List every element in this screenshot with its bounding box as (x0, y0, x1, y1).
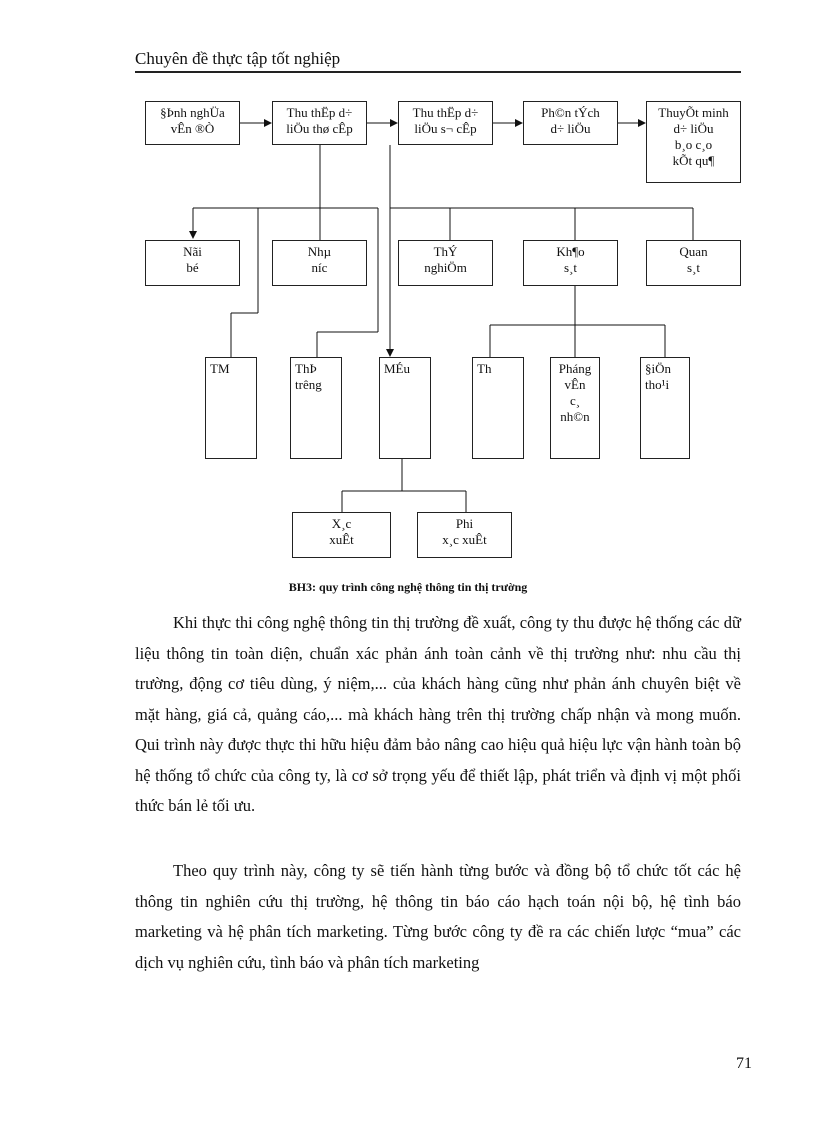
box-collect-secondary-data: Thu thËp d÷ liÖu thø cÊp (272, 101, 367, 145)
box-tm: TM (205, 357, 257, 459)
box-personal-interview: Pháng vÊn c¸ nh©n (550, 357, 600, 459)
page-number: 71 (736, 1055, 752, 1072)
box-collect-primary-data: Thu thËp d÷ liÖu s¬ cÊp (398, 101, 493, 145)
box-market: ThÞ trêng (290, 357, 342, 459)
box-internal: Nãi bé (145, 240, 240, 286)
box-government: Nhµ níc (272, 240, 367, 286)
box-analyze-data: Ph©n tÝch d÷ liÖu (523, 101, 618, 145)
body-paragraph-2: Theo quy trình này, công ty sẽ tiến hành từng bước và đồng bộ tổ chức tốt các hệ thông tin nghiên cứu thị trường, hệ thông tin báo cáo hạch toán nội bộ, hệ tình báo marketing và hệ phân tích marketing. Từng bước công ty đề ra các chiến lược “mua” các dịch vụ nghiên cứu, tình báo và phân tích marketing (135, 861, 741, 972)
box-observation: Quan s¸t (646, 240, 741, 286)
box-present-results: ThuyÕt minh d÷ liÖu b¸o c¸o kÕt qu¶ (646, 101, 741, 183)
page-header-title: Chuyên đề thực tập tốt nghiệp (135, 49, 341, 68)
box-non-probability: Phi x¸c xuÊt (417, 512, 512, 558)
body-paragraph-1: Khi thực thi công nghệ thông tin thị trường đề xuất, công ty thu được hệ thống các dữ liệu thông tin toàn diện, chuẩn xác phản ánh toàn cảnh về thị trường như: nhu cầu thị trường, động cơ tiêu dùng, ý niệm,... của khách hàng cũng như phản ánh chuyên biệt về mặt hàng, giá cả, quảng cáo,... mà khách hàng trên thị trường chấp nhận và mong muốn. Qui trình này được thực thi hữu hiệu đảm bảo nâng cao hiệu quả hiệu lực vận hành toàn bộ hệ thống tổ chức của công ty, là cơ sở trọng yếu để thiết lập, phát triển và định vị một phối thức bán lẻ tối ưu. (135, 613, 741, 815)
box-probability: X¸c xuÊt (292, 512, 391, 558)
box-telephone: §iÖn tho¹i (640, 357, 690, 459)
box-define-problem: §Þnh nghÜa vÊn ®Ò (145, 101, 240, 145)
box-survey: Kh¶o s¸t (523, 240, 618, 286)
box-experiment: ThÝ nghiÖm (398, 240, 493, 286)
box-mail: Th (472, 357, 524, 459)
box-sample: MÉu (379, 357, 431, 459)
figure-caption: BH3: quy trình công nghệ thông tin thị trường (288, 580, 528, 594)
